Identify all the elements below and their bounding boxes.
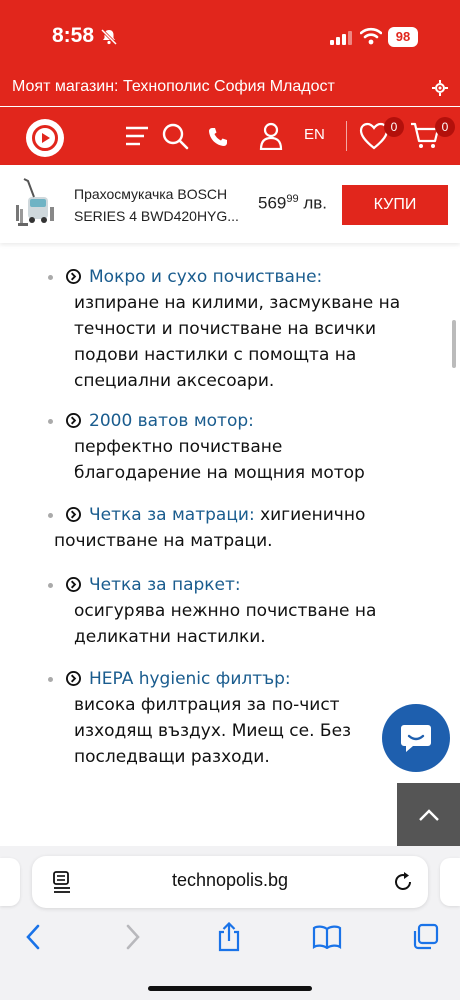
location-icon[interactable] xyxy=(432,80,448,96)
share-icon[interactable] xyxy=(214,922,244,952)
wifi-icon xyxy=(360,27,382,45)
account-icon[interactable] xyxy=(258,121,284,151)
chat-button[interactable] xyxy=(382,704,450,772)
language-switch[interactable]: EN xyxy=(304,126,325,143)
address-bar[interactable] xyxy=(32,856,428,908)
bullet xyxy=(48,275,53,280)
forward-icon[interactable] xyxy=(118,922,148,952)
chat-bubble-icon xyxy=(399,721,433,755)
feature-item xyxy=(54,572,414,650)
feature-item xyxy=(54,666,414,770)
nav-separator xyxy=(346,121,347,151)
store-selector[interactable]: Моят магазин: Технополис София Младост xyxy=(12,78,335,95)
buy-button[interactable]: КУПИ xyxy=(342,185,448,225)
signal-icon xyxy=(330,31,352,45)
chevron-up-icon xyxy=(418,808,440,822)
sticky-product-bar xyxy=(0,165,460,243)
browser-toolbar xyxy=(0,846,460,1000)
product-price: $569^{99}$ лв. xyxy=(258,193,328,213)
bullet xyxy=(48,583,53,588)
tabs-icon[interactable] xyxy=(410,922,440,952)
product-name[interactable]: Прахосмукачка BOSCH SERIES 4 BWD420HYG... xyxy=(74,186,239,224)
feature-description: изпиране на килими, засмукване на течности и почистване на всички подови настилки с помощта на специални аксесоари. xyxy=(74,293,401,391)
back-icon[interactable] xyxy=(18,922,48,952)
chevron-circle-icon xyxy=(66,413,81,428)
chevron-circle-icon xyxy=(66,507,81,522)
feature-item xyxy=(54,264,414,394)
bullet xyxy=(48,419,53,424)
chevron-circle-icon xyxy=(66,671,81,686)
feature-description: хигиенично почистване на матраци. xyxy=(54,505,366,551)
feature-title: 2000 ватов мотор: xyxy=(89,411,254,431)
feature-title: Четка за паркет: xyxy=(89,575,241,595)
status-time: 8:58 xyxy=(52,24,95,47)
battery-indicator: 98 xyxy=(388,27,418,47)
main-nav xyxy=(0,107,460,165)
top-header xyxy=(0,0,460,106)
bullet xyxy=(48,513,53,518)
home-indicator xyxy=(148,986,312,991)
feature-description: перфектно почистване благодарение на мощния мотор xyxy=(74,437,365,483)
bullet xyxy=(48,677,53,682)
technopolis-logo[interactable] xyxy=(26,119,64,157)
next-tab-edge[interactable] xyxy=(440,858,460,906)
feature-title: HEPA hygienic филтър: xyxy=(89,669,291,689)
feature-title: Мокро и сухо почистване: xyxy=(89,267,323,287)
feature-title: Четка за матраци: xyxy=(89,505,255,525)
menu-icon[interactable] xyxy=(124,123,150,149)
url-text[interactable]: technopolis.bg xyxy=(171,870,289,890)
back-to-top-button[interactable] xyxy=(397,783,460,846)
chevron-circle-icon xyxy=(66,269,81,284)
cart-badge: 0 xyxy=(435,117,455,137)
wishlist-badge: 0 xyxy=(384,117,404,137)
chevron-circle-icon xyxy=(66,577,81,592)
search-icon[interactable] xyxy=(160,121,190,151)
feature-description: висока филтрация за по-чист изходящ въздух. Миещ се. Без последващи разходи. xyxy=(74,695,352,767)
feature-item xyxy=(54,502,414,554)
scrollbar[interactable] xyxy=(452,320,456,368)
bookmarks-icon[interactable] xyxy=(312,922,342,952)
feature-description: осигурява нежнно почистване на деликатни настилки. xyxy=(74,601,377,647)
previous-tab-edge[interactable] xyxy=(0,858,20,906)
bell-off-icon xyxy=(100,28,118,46)
reload-icon[interactable] xyxy=(392,871,414,893)
feature-item xyxy=(54,408,414,486)
product-image[interactable] xyxy=(14,177,58,229)
phone-icon[interactable] xyxy=(206,125,230,149)
